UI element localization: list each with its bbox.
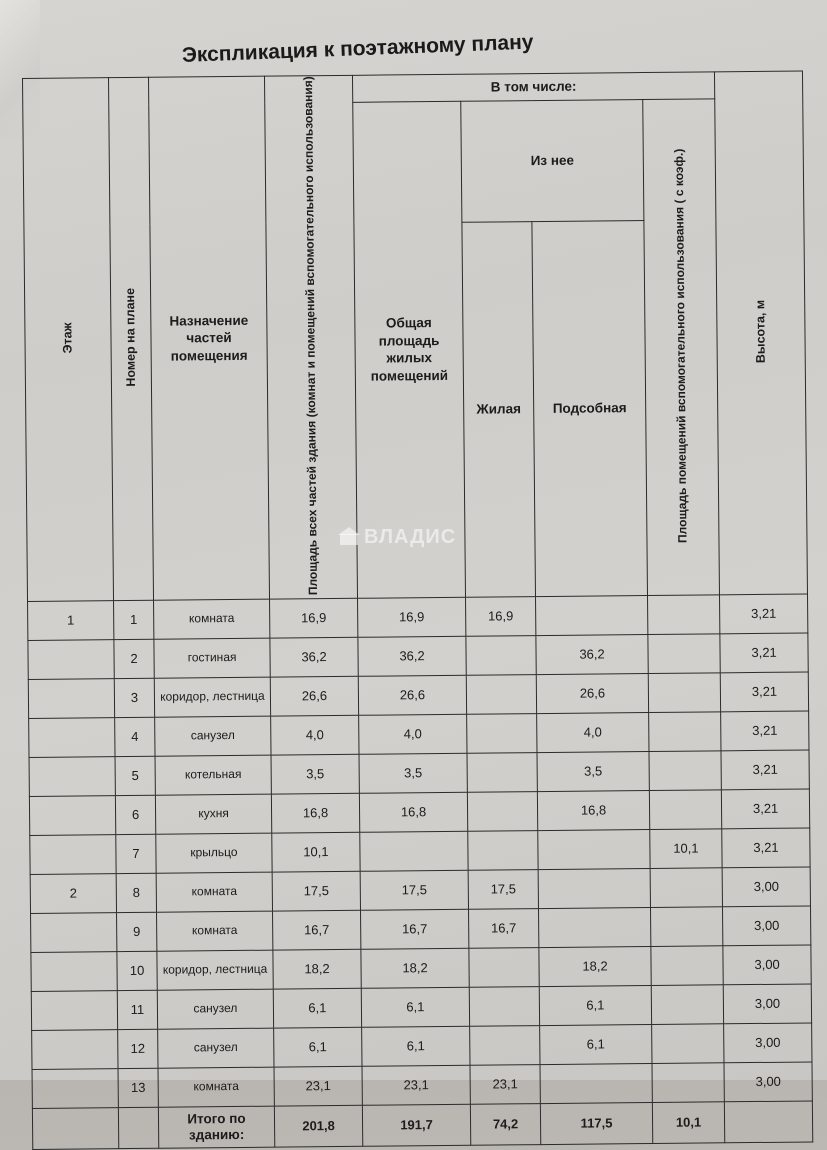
purpose-cell: санузел bbox=[155, 716, 271, 756]
header-floor bbox=[23, 78, 114, 602]
aux-cell: 16,8 bbox=[537, 790, 649, 830]
watermark-text: ВЛАДИС bbox=[364, 526, 457, 548]
total-area: 201,8 bbox=[274, 1105, 362, 1147]
living-cell bbox=[469, 948, 539, 988]
total-area-cell: 17,5 bbox=[272, 871, 360, 911]
living-total-cell: 23,1 bbox=[362, 1065, 470, 1105]
explication-sheet bbox=[22, 71, 810, 1143]
living-cell bbox=[470, 1026, 540, 1066]
living-cell bbox=[468, 831, 538, 871]
header-living bbox=[462, 221, 536, 597]
purpose-cell: коридор, лестница bbox=[154, 677, 270, 717]
aux-use-cell bbox=[649, 712, 721, 752]
header-plan-number-label: Номер на плане bbox=[122, 288, 138, 387]
height-cell: 3,00 bbox=[724, 1023, 812, 1063]
aux-use-cell bbox=[650, 868, 722, 908]
total-area-cell: 4,0 bbox=[271, 715, 359, 755]
total-area-cell: 16,9 bbox=[270, 598, 358, 638]
height-cell: 3,00 bbox=[723, 984, 811, 1024]
living-total-cell: 16,8 bbox=[359, 792, 467, 832]
aux-cell: 36,2 bbox=[536, 635, 648, 675]
living-total-cell: 36,2 bbox=[358, 636, 466, 676]
table-body bbox=[28, 594, 813, 1108]
header-living-total bbox=[353, 101, 466, 598]
floor-cell bbox=[29, 718, 115, 758]
aux-cell: 18,2 bbox=[539, 946, 651, 986]
living-total-cell: 16,9 bbox=[358, 597, 466, 637]
header-living-label: Жилая bbox=[476, 401, 522, 417]
living-total-cell: 6,1 bbox=[362, 1026, 470, 1066]
floor-cell bbox=[32, 1069, 118, 1109]
height-cell: 3,00 bbox=[723, 906, 811, 946]
total-label: Итого по зданию: bbox=[158, 1106, 274, 1148]
header-living-total-label: Общая площадь жилых помещений bbox=[370, 315, 449, 384]
plan-number-cell: 5 bbox=[115, 756, 155, 795]
total-area-cell: 16,7 bbox=[273, 910, 361, 950]
living-total-cell: 26,6 bbox=[358, 675, 466, 715]
total-area-cell: 23,1 bbox=[274, 1066, 362, 1106]
living-cell bbox=[467, 792, 537, 832]
total-height bbox=[724, 1101, 812, 1143]
header-height bbox=[715, 71, 808, 595]
header-including-label: В том числе: bbox=[490, 78, 577, 95]
watermark bbox=[338, 526, 456, 549]
floor-cell bbox=[32, 1030, 118, 1070]
aux-use-cell bbox=[648, 673, 720, 713]
living-cell bbox=[469, 987, 539, 1027]
height-cell: 3,21 bbox=[721, 789, 809, 829]
header-height-label: Высота, м bbox=[752, 299, 768, 364]
aux-cell bbox=[538, 829, 650, 869]
plan-number-cell: 6 bbox=[115, 795, 155, 834]
living-cell bbox=[466, 636, 536, 676]
floor-cell bbox=[28, 679, 114, 719]
living-total-cell bbox=[360, 831, 468, 871]
purpose-cell: комната bbox=[156, 872, 272, 912]
purpose-cell: санузел bbox=[157, 989, 273, 1029]
aux-use-cell bbox=[650, 907, 722, 947]
purpose-cell: коридор, лестница bbox=[157, 950, 273, 990]
aux-use-cell bbox=[652, 1063, 724, 1103]
living-total-cell: 17,5 bbox=[360, 870, 468, 910]
living-cell: 23,1 bbox=[470, 1065, 540, 1105]
aux-use-cell: 10,1 bbox=[650, 829, 722, 869]
height-cell: 3,00 bbox=[723, 945, 811, 985]
height-cell: 3,00 bbox=[722, 867, 810, 907]
plan-number-cell: 7 bbox=[116, 834, 156, 873]
aux-cell bbox=[540, 1063, 652, 1103]
header-aux-use-area bbox=[643, 99, 720, 596]
height-cell: 3,21 bbox=[722, 828, 810, 868]
aux-cell: 4,0 bbox=[537, 712, 649, 752]
living-cell: 16,7 bbox=[468, 909, 538, 949]
floor-cell bbox=[30, 835, 116, 875]
floor-cell: 1 bbox=[28, 601, 114, 641]
floor-cell bbox=[29, 796, 115, 836]
floor-cell bbox=[31, 991, 117, 1031]
living-cell: 16,9 bbox=[466, 597, 536, 637]
living-total-cell: 6,1 bbox=[361, 987, 469, 1027]
header-auxiliary-label: Подсобная bbox=[552, 400, 627, 416]
aux-cell: 3,5 bbox=[537, 751, 649, 791]
total-aux-use: 10,1 bbox=[652, 1102, 724, 1144]
header-auxiliary bbox=[532, 220, 648, 596]
aux-cell: 6,1 bbox=[539, 985, 651, 1025]
height-cell: 3,21 bbox=[721, 750, 809, 790]
aux-use-cell bbox=[651, 985, 723, 1025]
height-cell: 3,21 bbox=[720, 672, 808, 712]
height-cell: 3,00 bbox=[724, 1062, 812, 1102]
aux-use-cell bbox=[649, 751, 721, 791]
aux-use-cell bbox=[648, 634, 720, 674]
plan-number-cell: 3 bbox=[114, 678, 154, 717]
header-total-area-label: Площадь всех частей здания (комнат и помещений вспомогательного использования) bbox=[300, 76, 320, 596]
living-total-cell: 16,7 bbox=[361, 909, 469, 949]
purpose-cell: кухня bbox=[155, 794, 271, 834]
header-floor-label: Этаж bbox=[60, 322, 75, 354]
header-including bbox=[352, 72, 714, 102]
plan-number-cell: 8 bbox=[116, 873, 156, 912]
plan-number-cell: 4 bbox=[115, 717, 155, 756]
plan-number-cell: 12 bbox=[118, 1029, 158, 1068]
height-cell: 3,21 bbox=[720, 633, 808, 673]
purpose-cell: санузел bbox=[158, 1028, 274, 1068]
header-of-which-label: Из нее bbox=[530, 152, 575, 169]
total-area-cell: 18,2 bbox=[273, 949, 361, 989]
total-floor-cell bbox=[32, 1108, 118, 1150]
total-row bbox=[32, 1101, 812, 1149]
aux-use-cell bbox=[647, 595, 719, 635]
header-total-area bbox=[264, 75, 357, 599]
aux-cell bbox=[538, 868, 650, 908]
total-num-cell bbox=[118, 1107, 158, 1148]
living-total-cell: 18,2 bbox=[361, 948, 469, 988]
document-title: Экспликация к поэтажному плану bbox=[181, 30, 534, 67]
height-cell: 3,21 bbox=[720, 594, 808, 634]
plan-number-cell: 9 bbox=[117, 912, 157, 951]
living-cell bbox=[467, 714, 537, 754]
floor-cell bbox=[31, 913, 117, 953]
aux-use-cell bbox=[652, 1024, 724, 1064]
floor-cell: 2 bbox=[30, 874, 116, 914]
purpose-cell: гостиная bbox=[154, 638, 270, 678]
total-area-cell: 10,1 bbox=[272, 832, 360, 872]
header-plan-number bbox=[109, 77, 154, 600]
aux-cell: 26,6 bbox=[536, 674, 648, 714]
height-cell: 3,21 bbox=[721, 711, 809, 751]
purpose-cell: комната bbox=[154, 599, 270, 639]
aux-cell bbox=[536, 596, 648, 636]
total-area-cell: 6,1 bbox=[273, 988, 361, 1028]
living-cell: 17,5 bbox=[468, 870, 538, 910]
total-living-total: 191,7 bbox=[362, 1104, 470, 1146]
total-aux: 117,5 bbox=[540, 1102, 652, 1144]
total-area-cell: 6,1 bbox=[274, 1027, 362, 1067]
plan-number-cell: 1 bbox=[114, 600, 154, 639]
header-purpose bbox=[148, 76, 269, 600]
aux-use-cell bbox=[651, 946, 723, 986]
plan-number-cell: 10 bbox=[117, 951, 157, 990]
plan-number-cell: 13 bbox=[118, 1068, 158, 1107]
header-aux-use-area-label: Площадь помещений вспомогательного использования ( с коэф.) bbox=[671, 148, 690, 543]
aux-cell bbox=[538, 907, 650, 947]
total-area-cell: 16,8 bbox=[271, 793, 359, 833]
house-logo-icon bbox=[338, 527, 360, 545]
header-of-which bbox=[461, 100, 644, 222]
purpose-cell: комната bbox=[157, 911, 273, 951]
living-total-cell: 4,0 bbox=[359, 714, 467, 754]
floor-cell bbox=[28, 640, 114, 680]
purpose-cell: крыльцо bbox=[156, 833, 272, 873]
purpose-cell: комната bbox=[158, 1067, 274, 1107]
total-living: 74,2 bbox=[470, 1104, 540, 1146]
living-cell bbox=[467, 753, 537, 793]
plan-number-cell: 11 bbox=[117, 990, 157, 1029]
total-area-cell: 3,5 bbox=[271, 754, 359, 794]
floor-cell bbox=[29, 757, 115, 797]
total-area-cell: 36,2 bbox=[270, 637, 358, 677]
living-cell bbox=[466, 675, 536, 715]
header-purpose-label: Назначение частей помещения bbox=[169, 312, 249, 364]
explication-table bbox=[22, 71, 813, 1150]
purpose-cell: котельная bbox=[155, 755, 271, 795]
plan-number-cell: 2 bbox=[114, 639, 154, 678]
floor-cell bbox=[31, 952, 117, 992]
total-area-cell: 26,6 bbox=[270, 676, 358, 716]
aux-cell: 6,1 bbox=[540, 1024, 652, 1064]
living-total-cell: 3,5 bbox=[359, 753, 467, 793]
aux-use-cell bbox=[649, 790, 721, 830]
